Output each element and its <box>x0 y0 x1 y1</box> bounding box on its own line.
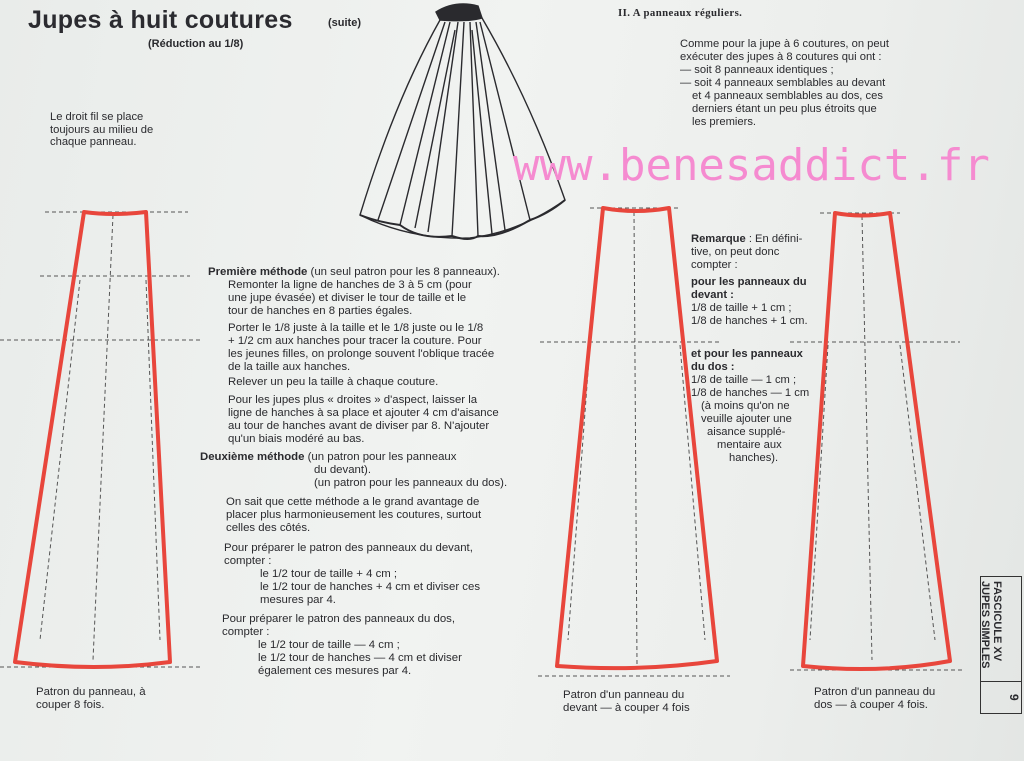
method-1-line: Porter le 1/8 juste à la taille et le 1/8 juste ou le 1/8 <box>228 322 484 334</box>
remark-line: : En défini- <box>748 233 803 245</box>
remark-back-heading: du dos : <box>691 361 735 373</box>
method-1-line: Remonter la ligne de hanches de 3 à 5 cm (pour <box>228 279 472 291</box>
remark-back-heading: et pour les panneaux <box>691 348 803 360</box>
method-2-line: celles des côtés. <box>226 522 311 534</box>
intro-line: exécuter des jupes à 8 coutures qui ont : <box>680 51 882 63</box>
skirt-illustration <box>360 4 565 239</box>
method-2-label: Deuxième méthode <box>200 451 305 463</box>
method-1-line: Relever un peu la taille à chaque couture. <box>228 376 439 388</box>
method-2-line: le 1/2 tour de hanches + 4 cm et diviser ces <box>260 581 481 593</box>
remark-back-line: (à moins qu'on ne <box>701 400 790 412</box>
caption-line: Patron d'un panneau du <box>814 686 936 698</box>
method-2-line: compter : <box>224 555 272 567</box>
method-1-line: (un seul patron pour les 8 panneaux). <box>307 266 500 278</box>
caption-panel <box>36 686 146 712</box>
remark-box <box>691 233 825 465</box>
remark-front-heading: pour les panneaux du <box>691 276 807 288</box>
method-2-line: Pour préparer le patron des panneaux du devant, <box>224 542 473 554</box>
remark-back-line: hanches). <box>729 452 779 464</box>
method-2-line: (un patron pour les panneaux du dos). <box>314 477 508 489</box>
remark-front-line: 1/8 de taille + 1 cm ; <box>691 302 792 314</box>
pattern-panel-8 <box>0 212 200 667</box>
intro-line: — soit 8 panneaux identiques ; <box>680 64 834 76</box>
method-1-line: Pour les jupes plus « droites » d'aspect, laisser la <box>228 394 478 406</box>
method-2-line: On sait que cette méthode a le grand avantage de <box>226 496 480 508</box>
method-2-line: le 1/2 tour de hanches — 4 cm et diviser <box>258 652 462 664</box>
method-1-line: de la taille aux hanches. <box>228 361 351 373</box>
fascicule-tab <box>980 576 1022 714</box>
grain-note <box>50 111 180 149</box>
method-1-line: + 1/2 cm aux hanches pour tracer la couture. Pour <box>228 335 482 347</box>
intro-line: les premiers. <box>692 116 757 128</box>
method-1-line: ligne de hanches à sa place et ajouter 4 cm d'aisance <box>228 407 499 419</box>
remark-front-line: 1/8 de hanches + 1 cm. <box>691 315 808 327</box>
intro-line: Comme pour la jupe à 6 coutures, on peut <box>680 38 889 50</box>
fascicule-line: JUPES SIMPLES <box>979 581 991 669</box>
intro-line: derniers étant un peu plus étroits que <box>692 103 877 115</box>
remark-back-line: mentaire aux <box>717 439 782 451</box>
watermark: www.benesaddict.fr <box>513 140 990 191</box>
section-heading: II. A panneaux réguliers. <box>618 7 743 19</box>
caption-line: Patron d'un panneau du <box>563 689 685 701</box>
method-2-line: placer plus harmonieusement les coutures, surtout <box>226 509 482 521</box>
section-intro <box>680 38 910 129</box>
method-1-line: qu'un biais modéré au bas. <box>228 433 365 445</box>
method-2-line: mesures par 4. <box>260 594 336 606</box>
grain-note-line: Le droit fil se place <box>50 111 144 123</box>
method-2-line: Pour préparer le patron des panneaux du dos, <box>222 613 456 625</box>
remark-back-line: veuille ajouter une <box>701 413 792 425</box>
caption-front <box>563 689 690 715</box>
method-2-line: du devant). <box>314 464 371 476</box>
method-1-line: au tour de hanches avant de diviser par 8. N'ajouter <box>228 420 490 432</box>
fascicule-line: FASCICULE XV <box>991 581 1003 662</box>
method-2-line: le 1/2 tour de taille — 4 cm ; <box>258 639 400 651</box>
caption-back <box>814 686 935 712</box>
method-2-line: compter : <box>222 626 270 638</box>
method-1-label: Première méthode <box>208 266 308 278</box>
caption-line: Patron du panneau, à <box>36 686 146 698</box>
reduction-note: (Réduction au 1/8) <box>148 38 244 50</box>
grain-note-line: chaque panneau. <box>50 136 137 148</box>
method-2-line: également ces mesures par 4. <box>258 665 412 677</box>
title-suffix: (suite) <box>328 17 361 29</box>
grain-note-line: toujours au milieu de <box>50 123 154 136</box>
method-1-line: tour de hanches en 8 parties égales. <box>228 305 413 317</box>
intro-line: et 4 panneaux semblables au dos, ces <box>692 90 883 102</box>
remark-back-line: aisance supplé- <box>707 426 786 438</box>
remark-label: Remarque <box>691 233 746 245</box>
remark-front-heading: devant : <box>691 289 734 301</box>
caption-line: couper 8 fois. <box>36 699 105 711</box>
method-2-line: le 1/2 tour de taille + 4 cm ; <box>260 568 398 580</box>
page-number: 9 <box>981 681 1021 712</box>
caption-line: devant — à couper 4 fois <box>563 702 690 714</box>
remark-line: tive, on peut donc <box>691 246 780 258</box>
remark-back-line: 1/8 de taille — 1 cm ; <box>691 374 797 386</box>
method-2-line: (un patron pour les panneaux <box>304 451 457 463</box>
remark-back-line: 1/8 de hanches — 1 cm <box>691 387 810 399</box>
intro-line: — soit 4 panneaux semblables au devant <box>680 77 886 89</box>
caption-line: dos — à couper 4 fois. <box>814 699 928 711</box>
page-title: Jupes à huit coutures <box>28 6 293 34</box>
fascicule-label <box>979 581 1003 681</box>
remark-line: compter : <box>691 259 738 271</box>
method-1-line: les jeunes filles, on prolonge souvent l'oblique tracée <box>228 348 495 360</box>
method-1-line: une jupe évasée) et diviser le tour de taille et le <box>228 292 467 304</box>
